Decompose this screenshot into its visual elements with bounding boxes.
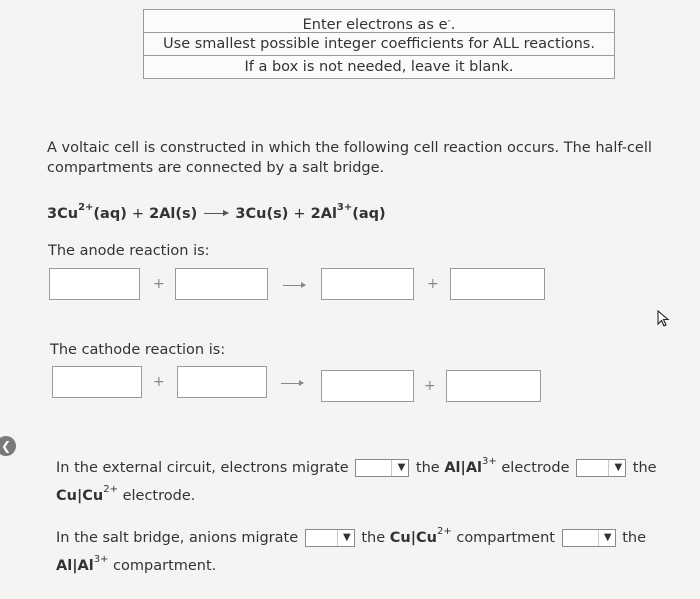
instruction-blank: If a box is not needed, leave it blank. [144,55,614,78]
instruction-coefficients: Use smallest possible integer coefficients for ALL reactions. [144,32,614,55]
instruction-electrons: Enter electrons as e-. [302,16,456,33]
cathode-reactant-2-input[interactable] [177,366,267,398]
reaction-arrow-icon [204,213,228,214]
cathode-plus-2: + [424,378,436,394]
back-arrow-icon[interactable]: ❮ [0,436,16,456]
cathode-reactant-1-input[interactable] [52,366,142,398]
cathode-label: The cathode reaction is: [50,342,226,358]
salt-bridge-question: In the salt bridge, anions migrate ▼ the $Cu|Cu^{2+}$ compartment ▼ the $Al|Al^{3+}$ compartment. [56,526,646,574]
anode-label: The anode reaction is: [48,243,210,259]
external-direction-2-select[interactable] [576,459,626,477]
anode-plus-1: + [153,276,165,292]
salt-direction-1-select[interactable] [305,529,355,547]
instructions-box [143,9,615,79]
problem-intro: A voltaic cell is constructed in which the following cell reaction occurs. The half-cell compartments are connected by a salt bridge. [47,140,652,176]
anode-reactant-2-input[interactable] [175,268,268,300]
anode-product-2-input[interactable] [450,268,545,300]
external-direction-1-select[interactable] [355,459,409,477]
cathode-arrow-icon [281,383,303,384]
cathode-product-1-input[interactable] [321,370,414,402]
anode-arrow-icon [283,285,305,286]
anode-plus-2: + [427,276,439,292]
cathode-plus-1: + [153,374,165,390]
anode-reactant-1-input[interactable] [49,268,140,300]
mouse-cursor-icon [656,310,672,328]
chevron-down-icon: ▼ [343,531,351,543]
salt-direction-2-select[interactable] [562,529,616,547]
cell-reaction-equation: $3Cu^{2+}(aq) + 2Al(s) 3Cu(s) + 2Al^{3+}(aq)$ [47,202,386,222]
chevron-down-icon: ▼ [614,461,623,473]
external-circuit-question: In the external circuit, electrons migrate ▼ the $Al|Al^{3+}$ electrode ▼ the $Cu|Cu^{2+}$ electrode. [56,456,657,504]
cathode-product-2-input[interactable] [446,370,541,402]
chevron-down-icon: ▼ [397,461,406,473]
chevron-down-icon: ▼ [603,531,612,543]
anode-product-1-input[interactable] [321,268,414,300]
